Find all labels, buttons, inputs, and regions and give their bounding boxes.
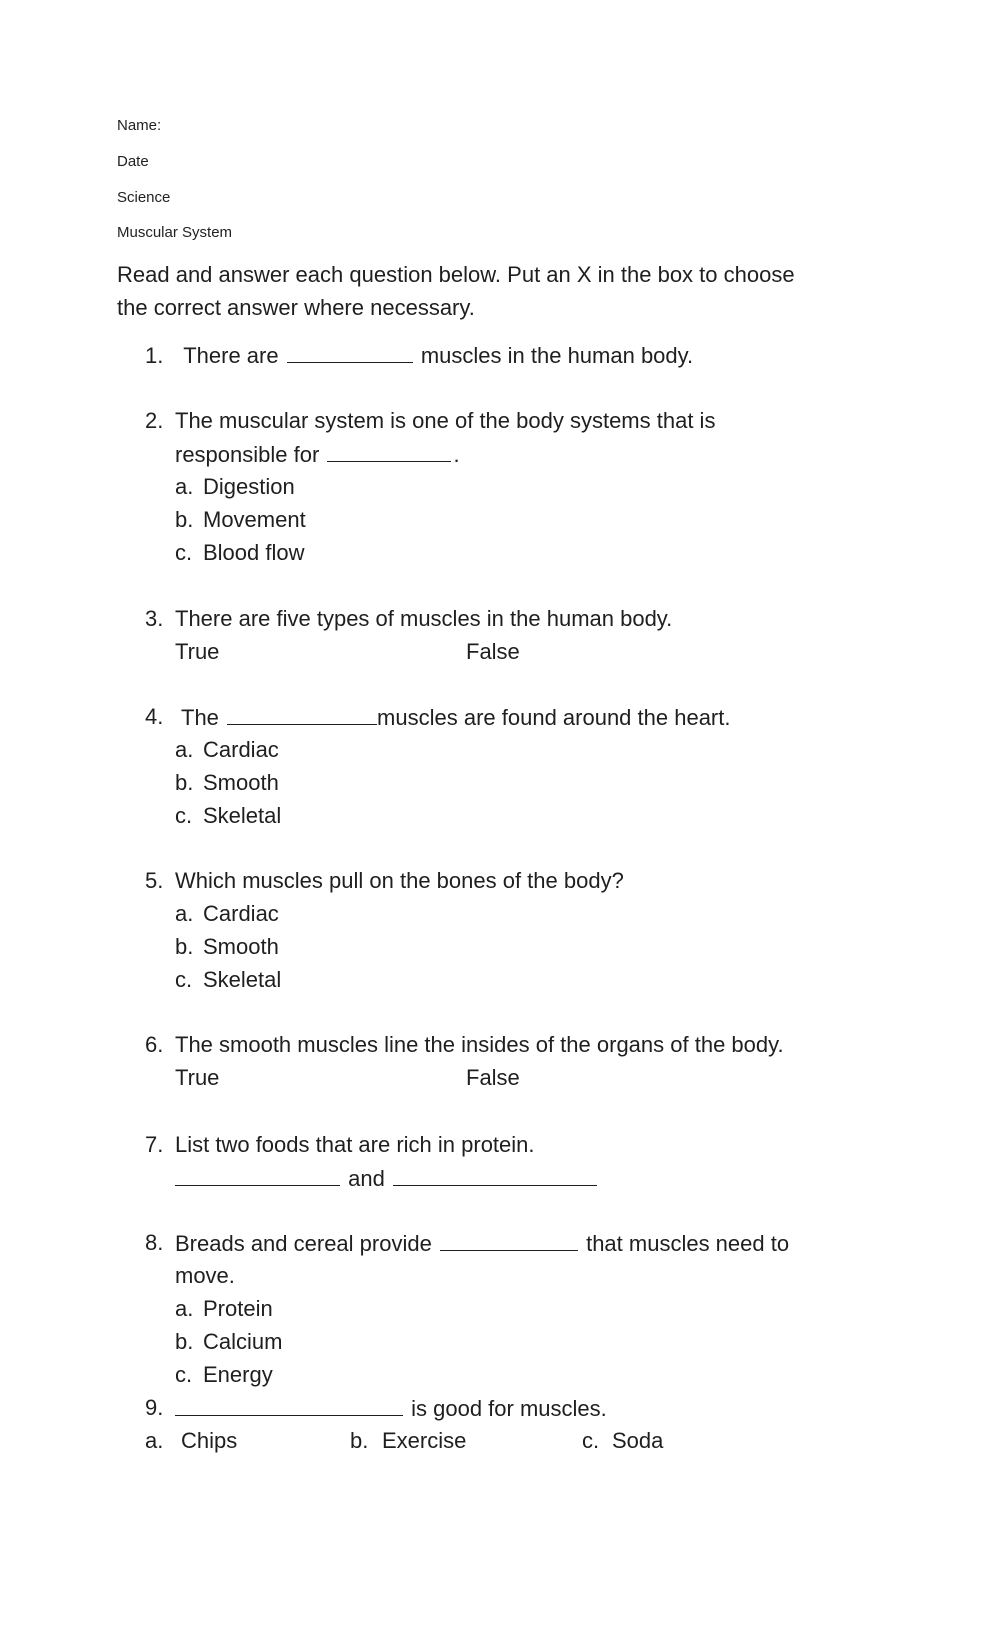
option-letter: a. <box>175 1296 194 1321</box>
option-letter: c. <box>175 803 193 828</box>
answer-blank[interactable] <box>175 1397 403 1416</box>
question-number: 2. <box>145 408 164 433</box>
question-7-answers <box>175 1167 599 1190</box>
option-letter: b. <box>175 1329 194 1354</box>
option-letter: a. <box>145 1428 164 1453</box>
option-text: Skeletal <box>203 967 282 992</box>
question-7-text: List two foods that are rich in protein. <box>175 1132 535 1157</box>
option-letter: a. <box>175 474 194 499</box>
option-text: Calcium <box>203 1329 283 1354</box>
answer-joiner: and <box>348 1166 385 1191</box>
option-2b[interactable] <box>175 509 306 531</box>
question-number: 8. <box>145 1230 164 1255</box>
option-4b[interactable] <box>175 772 279 794</box>
option-text: Blood flow <box>203 540 305 565</box>
question-3-text: There are five types of muscles in the human body. <box>175 606 673 631</box>
question-number: 9. <box>145 1395 164 1420</box>
option-4c[interactable] <box>175 805 281 827</box>
option-text: Smooth <box>203 934 279 959</box>
option-text: Soda <box>612 1428 664 1453</box>
option-text: Cardiac <box>203 901 279 926</box>
question-9-text <box>175 1397 607 1420</box>
question-number: 4. <box>145 704 164 729</box>
answer-blank[interactable] <box>327 443 451 462</box>
answer-blank-second[interactable] <box>393 1167 597 1186</box>
option-5c[interactable] <box>175 969 281 991</box>
question-2-line-1: The muscular system is one of the body systems that is <box>175 408 716 433</box>
topic-label: Muscular System <box>117 224 233 241</box>
question-text-after: muscles are found around the heart. <box>377 705 731 730</box>
false-option[interactable]: False <box>466 1065 520 1090</box>
question-text-after: . <box>453 442 460 467</box>
question-text-before: responsible for <box>175 442 320 467</box>
question-text-after: that muscles need to <box>586 1231 790 1256</box>
question-8-line-1 <box>175 1232 789 1255</box>
option-letter: a. <box>175 901 194 926</box>
question-5-text: Which muscles pull on the bones of the body? <box>175 868 624 893</box>
option-2c[interactable] <box>175 542 305 564</box>
answer-blank-first[interactable] <box>175 1167 340 1186</box>
option-5b[interactable] <box>175 936 279 958</box>
question-text-after: muscles in the human body. <box>420 343 694 368</box>
answer-blank[interactable] <box>227 706 377 725</box>
question-number: 6. <box>145 1032 164 1057</box>
question-text-before: The <box>181 705 219 730</box>
question-1 <box>145 344 693 367</box>
subject-label: Science <box>117 189 171 206</box>
name-label: Name: <box>117 117 162 134</box>
option-letter: c. <box>175 1362 193 1387</box>
option-text: Smooth <box>203 770 279 795</box>
option-9a[interactable] <box>145 1430 237 1452</box>
answer-blank[interactable] <box>287 344 413 363</box>
option-4a[interactable] <box>175 739 279 761</box>
question-4-text <box>181 706 731 729</box>
option-text: Exercise <box>382 1428 467 1453</box>
option-text: Cardiac <box>203 737 279 762</box>
question-text-before: Breads and cereal provide <box>175 1231 432 1256</box>
option-text: Energy <box>203 1362 273 1387</box>
option-text: Protein <box>203 1296 273 1321</box>
instructions-line-1: Read and answer each question below. Put an X in the box to choose <box>117 262 795 287</box>
option-letter: a. <box>175 737 194 762</box>
instructions-line-2: the correct answer where necessary. <box>117 295 475 320</box>
option-8c[interactable] <box>175 1364 273 1386</box>
option-letter: b. <box>175 934 194 959</box>
option-text: Skeletal <box>203 803 282 828</box>
option-letter: b. <box>175 770 194 795</box>
option-text: Digestion <box>203 474 295 499</box>
option-9c[interactable] <box>582 1430 663 1452</box>
option-letter: c. <box>175 967 193 992</box>
option-8b[interactable] <box>175 1331 282 1353</box>
option-letter: c. <box>175 540 193 565</box>
option-2a[interactable] <box>175 476 295 498</box>
false-option[interactable]: False <box>466 639 520 664</box>
option-letter: c. <box>582 1428 600 1453</box>
option-letter: b. <box>350 1428 369 1453</box>
option-9b[interactable] <box>350 1430 466 1452</box>
option-letter: b. <box>175 507 194 532</box>
question-6-text: The smooth muscles line the insides of the organs of the body. <box>175 1032 784 1057</box>
answer-blank[interactable] <box>440 1232 578 1251</box>
question-number: 1. <box>145 343 164 368</box>
question-text-before: There are <box>183 343 279 368</box>
question-8-line-2: move. <box>175 1263 235 1288</box>
question-number: 3. <box>145 606 164 631</box>
question-number: 7. <box>145 1132 164 1157</box>
option-text: Movement <box>203 507 306 532</box>
option-5a[interactable] <box>175 903 279 925</box>
true-option[interactable]: True <box>175 639 220 664</box>
question-2-line-2 <box>175 443 460 466</box>
option-8a[interactable] <box>175 1298 273 1320</box>
question-text-after: is good for muscles. <box>411 1396 607 1421</box>
option-text: Chips <box>181 1428 238 1453</box>
question-number: 5. <box>145 868 164 893</box>
true-option[interactable]: True <box>175 1065 220 1090</box>
date-label: Date <box>117 153 149 170</box>
